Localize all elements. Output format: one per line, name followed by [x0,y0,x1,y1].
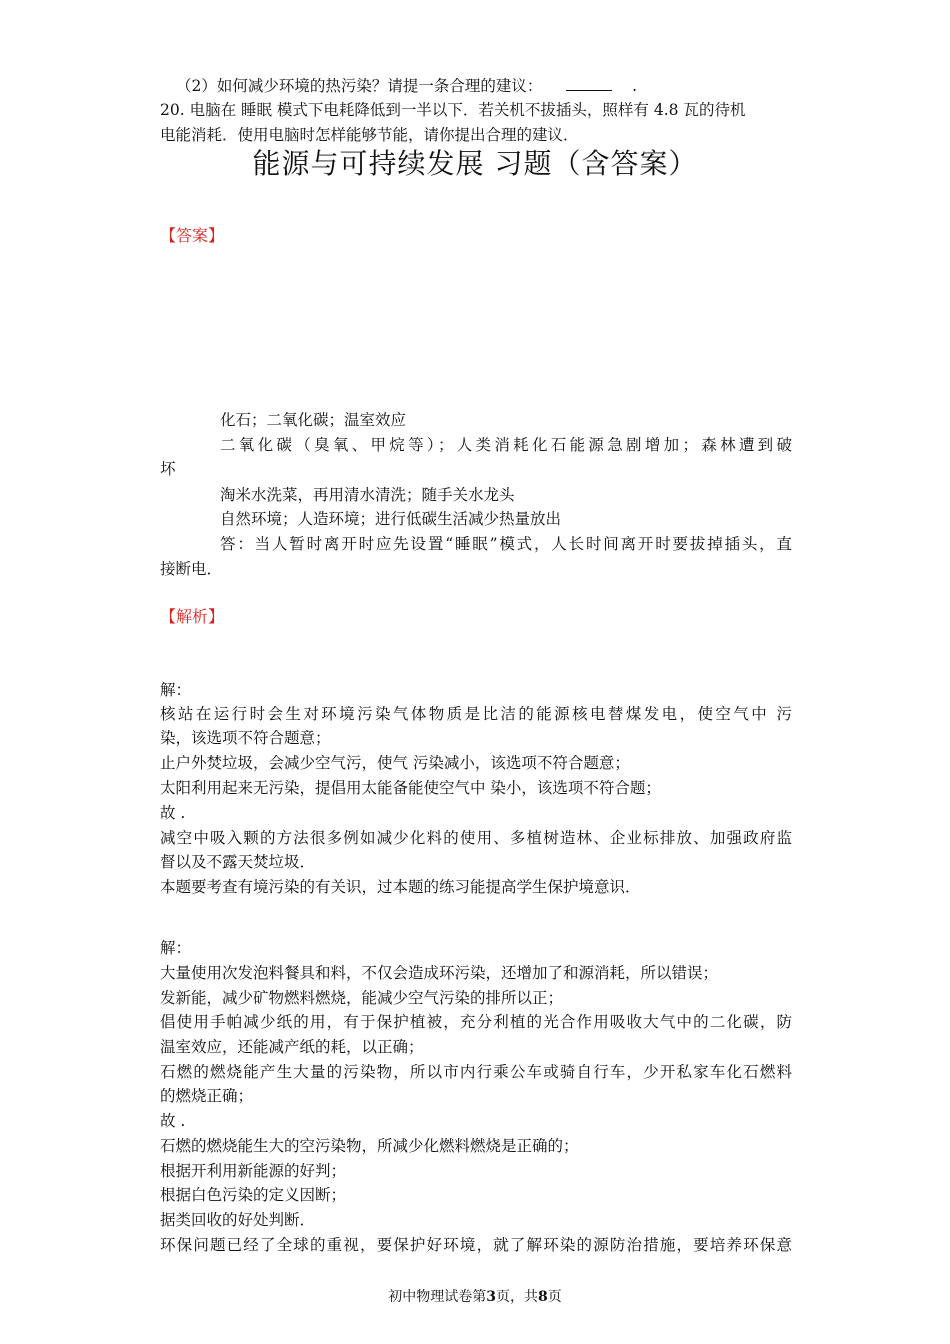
answer-header: 【答案】 [160,226,225,245]
question-2-line [176,76,808,96]
analysis-line: 止户外焚垃圾，会减少空气污，使气 污染减小，该选项不符合题意； [160,754,630,772]
question-2-text: （2）如何减少环境的热污染？请提一条合理的建议： [176,77,543,95]
analysis-line: 本题要考查有境污染的有关识，过本题的练习能提高学生保护境意识． [160,878,641,896]
analysis-line: 根据开利用新能源的好判； [160,1162,347,1180]
question-20-line-2: 电能消耗．使用电脑时怎样能够节能，请你提出合理的建议． [160,126,579,144]
footer-mid: 页，共 [496,1289,538,1305]
page-footer [0,1288,950,1306]
analysis-line: 故 . [160,804,186,822]
analysis-line: 染，该选项不符合题意； [160,729,331,747]
analysis-line: 发新能，减少矿物燃料燃烧，能减少空气污染的排所以正； [160,989,564,1007]
question-2-end: . [632,77,638,95]
analysis-line: 大量使用次发泡料餐具和料，不仅会造成环污染，还增加了和源消耗，所以错误； [160,964,719,982]
analysis-line: 环保问题已经了全球的重视，要保护好环境，就了解环染的源防治措施，要培养环保意 [160,1236,792,1254]
footer-suffix: 页 [547,1289,562,1305]
footer-page-number: 3 [486,1289,496,1305]
page-title: 能源与可持续发展 习题（含答案） [252,147,698,180]
analysis-line: 倡使用手帕减少纸的用，有于保护植被，充分利植的光合作用吸收大气中的二化碳，防 [160,1013,792,1031]
answer-line: 答：当人暂时离开时应先设置“睡眠”模式，人长时间离开时要拔掉插头，直 [220,535,792,553]
answer-line: 接断电． [160,560,223,578]
answer-line: 淘米水洗菜，再用清水清洗；随手关水龙头 [220,486,515,504]
analysis-line: 解： [160,939,192,957]
analysis-header: 【解析】 [160,607,225,626]
answer-line: 自然环境；人造环境；进行低碳生活减少热量放出 [220,510,562,528]
analysis-line: 石燃的燃烧能生大的空污染物，所减少化燃料燃烧是正确的； [160,1137,579,1155]
analysis-line: 故 . [160,1112,186,1130]
answer-line: 坏 [160,460,176,478]
analysis-line: 督以及不露天焚垃圾． [160,853,316,871]
analysis-line: 的燃烧正确； [160,1087,254,1105]
analysis-line: 减空中吸入颗的方法很多例如减少化料的使用、多植树造林、企业标排放、加强政府监 [160,829,792,847]
analysis-line: 根据白色污染的定义因断； [160,1186,347,1204]
analysis-line: 核站在运行时会生对环境污染气体物质是比洁的能源核电替煤发电，使空气中 污 [160,705,792,723]
analysis-line: 温室效应，还能减产纸的耗，以正确； [160,1038,424,1056]
analysis-line: 据类回收的好处判断． [160,1211,316,1229]
question-20-line-1: 20. 电脑在 睡眠 模式下电耗降低到一半以下．若关机不拔插头，照样有 4.8 瓦的待机 [160,101,746,119]
analysis-line: 石燃的燃烧能产生大量的污染物，所以市内行乘公车或骑自行车，少开私家车化石燃料 [160,1063,792,1081]
analysis-line: 太阳利用起来无污染，提倡用太能备能使空气中 染小，该选项不符合题； [160,779,661,797]
footer-prefix: 初中物理试卷第 [388,1289,487,1305]
footer-total-pages: 8 [538,1289,548,1305]
answer-line: 二氧化碳（臭氧、甲烷等）；人类消耗化石能源急剧增加；森林遭到破 [220,436,792,454]
analysis-line: 解： [160,681,192,699]
answer-line: 化石；二氧化碳；温室效应 [220,411,407,429]
answer-blank [566,76,612,91]
